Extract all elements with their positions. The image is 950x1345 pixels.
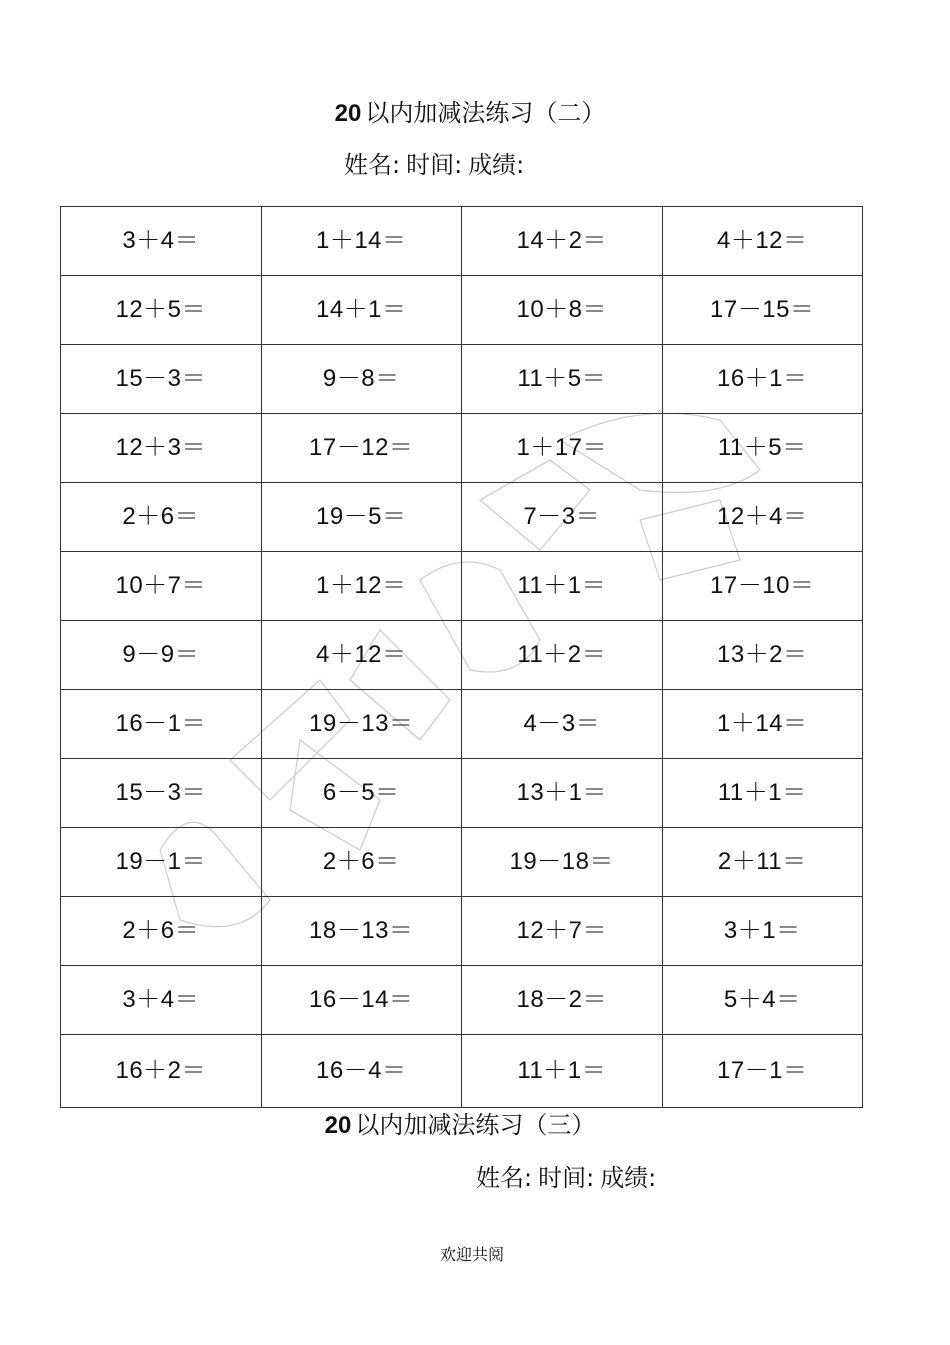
problem-cell: 19－13＝ (261, 690, 462, 759)
problem-cell: 10＋7＝ (61, 552, 262, 621)
problem-cell: 19－1＝ (61, 828, 262, 897)
problem-cell: 6－5＝ (261, 759, 462, 828)
problem-cell: 14＋1＝ (261, 276, 462, 345)
problem-cell: 4＋12＝ (662, 207, 863, 276)
title-number: 20 (334, 100, 362, 127)
problem-cell: 2＋6＝ (261, 828, 462, 897)
problem-row (61, 966, 863, 1035)
problem-row (61, 276, 863, 345)
problem-row (61, 345, 863, 414)
problem-cell: 7－3＝ (462, 483, 663, 552)
problem-cell: 15－3＝ (61, 345, 262, 414)
problem-cell: 16－4＝ (261, 1035, 462, 1108)
problems-table (60, 206, 863, 1108)
name-label: 姓名: (344, 151, 401, 179)
problem-cell: 11＋1＝ (462, 552, 663, 621)
problem-cell: 13＋2＝ (662, 621, 863, 690)
problem-cell: 12＋7＝ (462, 897, 663, 966)
problem-cell: 16－1＝ (61, 690, 262, 759)
problem-row (61, 690, 863, 759)
problem-cell: 2＋6＝ (61, 483, 262, 552)
problem-cell: 1＋14＝ (662, 690, 863, 759)
problem-row (61, 483, 863, 552)
problem-cell: 12＋3＝ (61, 414, 262, 483)
problem-cell: 17－1＝ (662, 1035, 863, 1108)
problem-cell: 11＋1＝ (462, 1035, 663, 1108)
problem-cell: 16＋1＝ (662, 345, 863, 414)
problem-cell: 1＋17＝ (462, 414, 663, 483)
problem-cell: 15－3＝ (61, 759, 262, 828)
time-label: 时间: (406, 151, 463, 179)
title-text: 以内加减法练习（二） (365, 99, 606, 127)
problem-cell: 12＋5＝ (61, 276, 262, 345)
problem-cell: 16＋2＝ (61, 1035, 262, 1108)
problem-row (61, 759, 863, 828)
problem-cell: 18－13＝ (261, 897, 462, 966)
problem-cell: 11＋5＝ (462, 345, 663, 414)
problem-row (61, 1035, 863, 1108)
problem-cell: 4＋12＝ (261, 621, 462, 690)
student-info-line-2 (476, 1163, 662, 1193)
problem-row (61, 621, 863, 690)
problem-cell: 9－8＝ (261, 345, 462, 414)
problem-cell: 1＋12＝ (261, 552, 462, 621)
problem-cell: 19－18＝ (462, 828, 663, 897)
problem-cell: 11＋1＝ (662, 759, 863, 828)
problem-cell: 11＋5＝ (662, 414, 863, 483)
problem-cell: 17－12＝ (261, 414, 462, 483)
page-footer: 欢迎共阅 (439, 1245, 504, 1264)
score-label: 成绩: (600, 1164, 657, 1192)
worksheet-title-2 (0, 1110, 935, 1141)
problem-row (61, 828, 863, 897)
problem-cell: 10＋8＝ (462, 276, 663, 345)
problem-row (61, 207, 863, 276)
name-label: 姓名: (476, 1164, 533, 1192)
title-number: 20 (324, 1112, 352, 1139)
problem-row (61, 552, 863, 621)
problem-cell: 9－9＝ (61, 621, 262, 690)
title-text: 以内加减法练习（三） (355, 1111, 596, 1139)
problem-row (61, 897, 863, 966)
problem-cell: 17－10＝ (662, 552, 863, 621)
problem-cell: 4－3＝ (462, 690, 663, 759)
problem-cell: 2＋11＝ (662, 828, 863, 897)
problem-cell: 13＋1＝ (462, 759, 663, 828)
score-label: 成绩: (468, 151, 525, 179)
time-label: 时间: (538, 1164, 595, 1192)
problem-cell: 2＋6＝ (61, 897, 262, 966)
problem-cell: 3＋4＝ (61, 207, 262, 276)
worksheet-title-1 (0, 98, 945, 129)
problem-cell: 3＋1＝ (662, 897, 863, 966)
problem-cell: 11＋2＝ (462, 621, 663, 690)
problem-cell: 18－2＝ (462, 966, 663, 1035)
problem-cell: 3＋4＝ (61, 966, 262, 1035)
problem-cell: 16－14＝ (261, 966, 462, 1035)
problem-cell: 12＋4＝ (662, 483, 863, 552)
problem-cell: 1＋14＝ (261, 207, 462, 276)
problem-cell: 17－15＝ (662, 276, 863, 345)
problem-cell: 19－5＝ (261, 483, 462, 552)
problem-cell: 5＋4＝ (662, 966, 863, 1035)
student-info-line-1 (344, 150, 530, 180)
problem-row (61, 414, 863, 483)
problem-cell: 14＋2＝ (462, 207, 663, 276)
